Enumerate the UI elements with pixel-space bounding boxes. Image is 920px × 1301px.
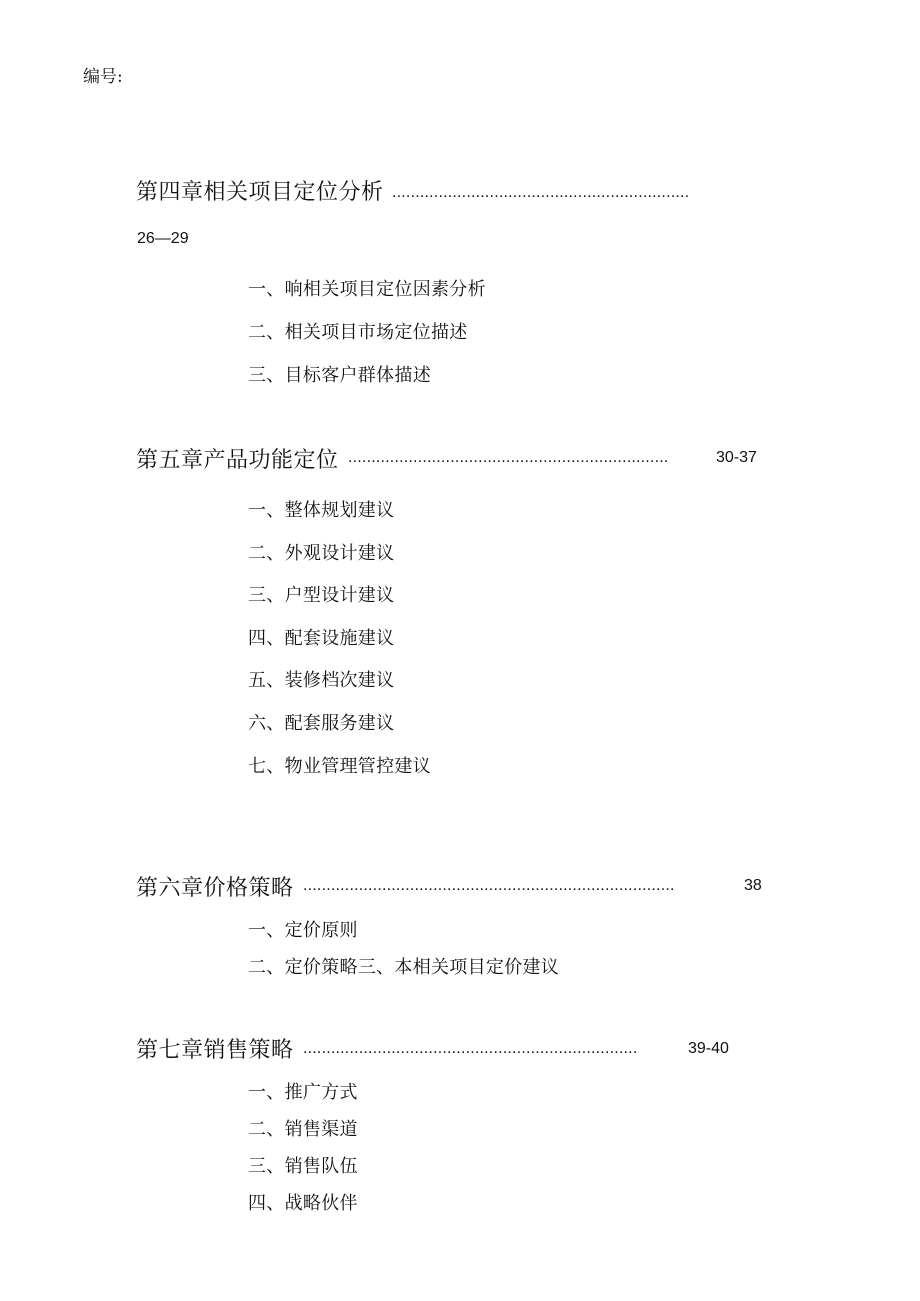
toc-subitem: 二、销售渠道: [248, 1119, 358, 1140]
toc-subitem: 一、推广方式: [248, 1082, 358, 1103]
toc-subitem: 二、定价策略三、本相关项目定价建议: [248, 957, 560, 978]
dot-leader: ........................................................................: [303, 1040, 638, 1057]
dot-leader: ................................................................: [392, 184, 690, 201]
toc-subitem: 六、配套服务建议: [248, 713, 395, 734]
toc-subitem: 三、目标客户群体描述: [248, 365, 431, 386]
toc-subitem: 一、响相关项目定位因素分析: [248, 279, 486, 300]
toc-subitem: 七、物业管理管控建议: [248, 756, 431, 777]
page-range: 38: [744, 877, 762, 894]
toc-subitem: 四、配套设施建议: [248, 628, 395, 649]
chapter-title: 第七章销售策略: [136, 1038, 294, 1063]
toc-subitem: 一、整体规划建议: [248, 500, 395, 521]
chapter-title: 第六章价格策略: [136, 876, 294, 901]
toc-subitem: 二、外观设计建议: [248, 543, 395, 564]
serial-number-label: 编号:: [83, 67, 123, 87]
toc-subitem: 一、定价原则: [248, 920, 358, 941]
dot-leader: .....................................................................: [348, 449, 669, 466]
toc-subitem: 五、装修档次建议: [248, 670, 395, 691]
chapter-title: 第五章产品功能定位: [136, 448, 339, 473]
dot-leader: ................................................................................: [303, 877, 675, 894]
chapter-title: 第四章相关项目定位分析: [136, 180, 384, 205]
toc-subitem: 二、相关项目市场定位描述: [248, 322, 468, 343]
toc-subitem: 三、户型设计建议: [248, 585, 395, 606]
toc-subitem: 四、战略伙伴: [248, 1193, 358, 1214]
page-range: 39-40: [688, 1040, 729, 1057]
page-range: 26—29: [137, 230, 189, 247]
toc-subitem: 三、销售队伍: [248, 1156, 358, 1177]
page-range: 30-37: [716, 449, 757, 466]
